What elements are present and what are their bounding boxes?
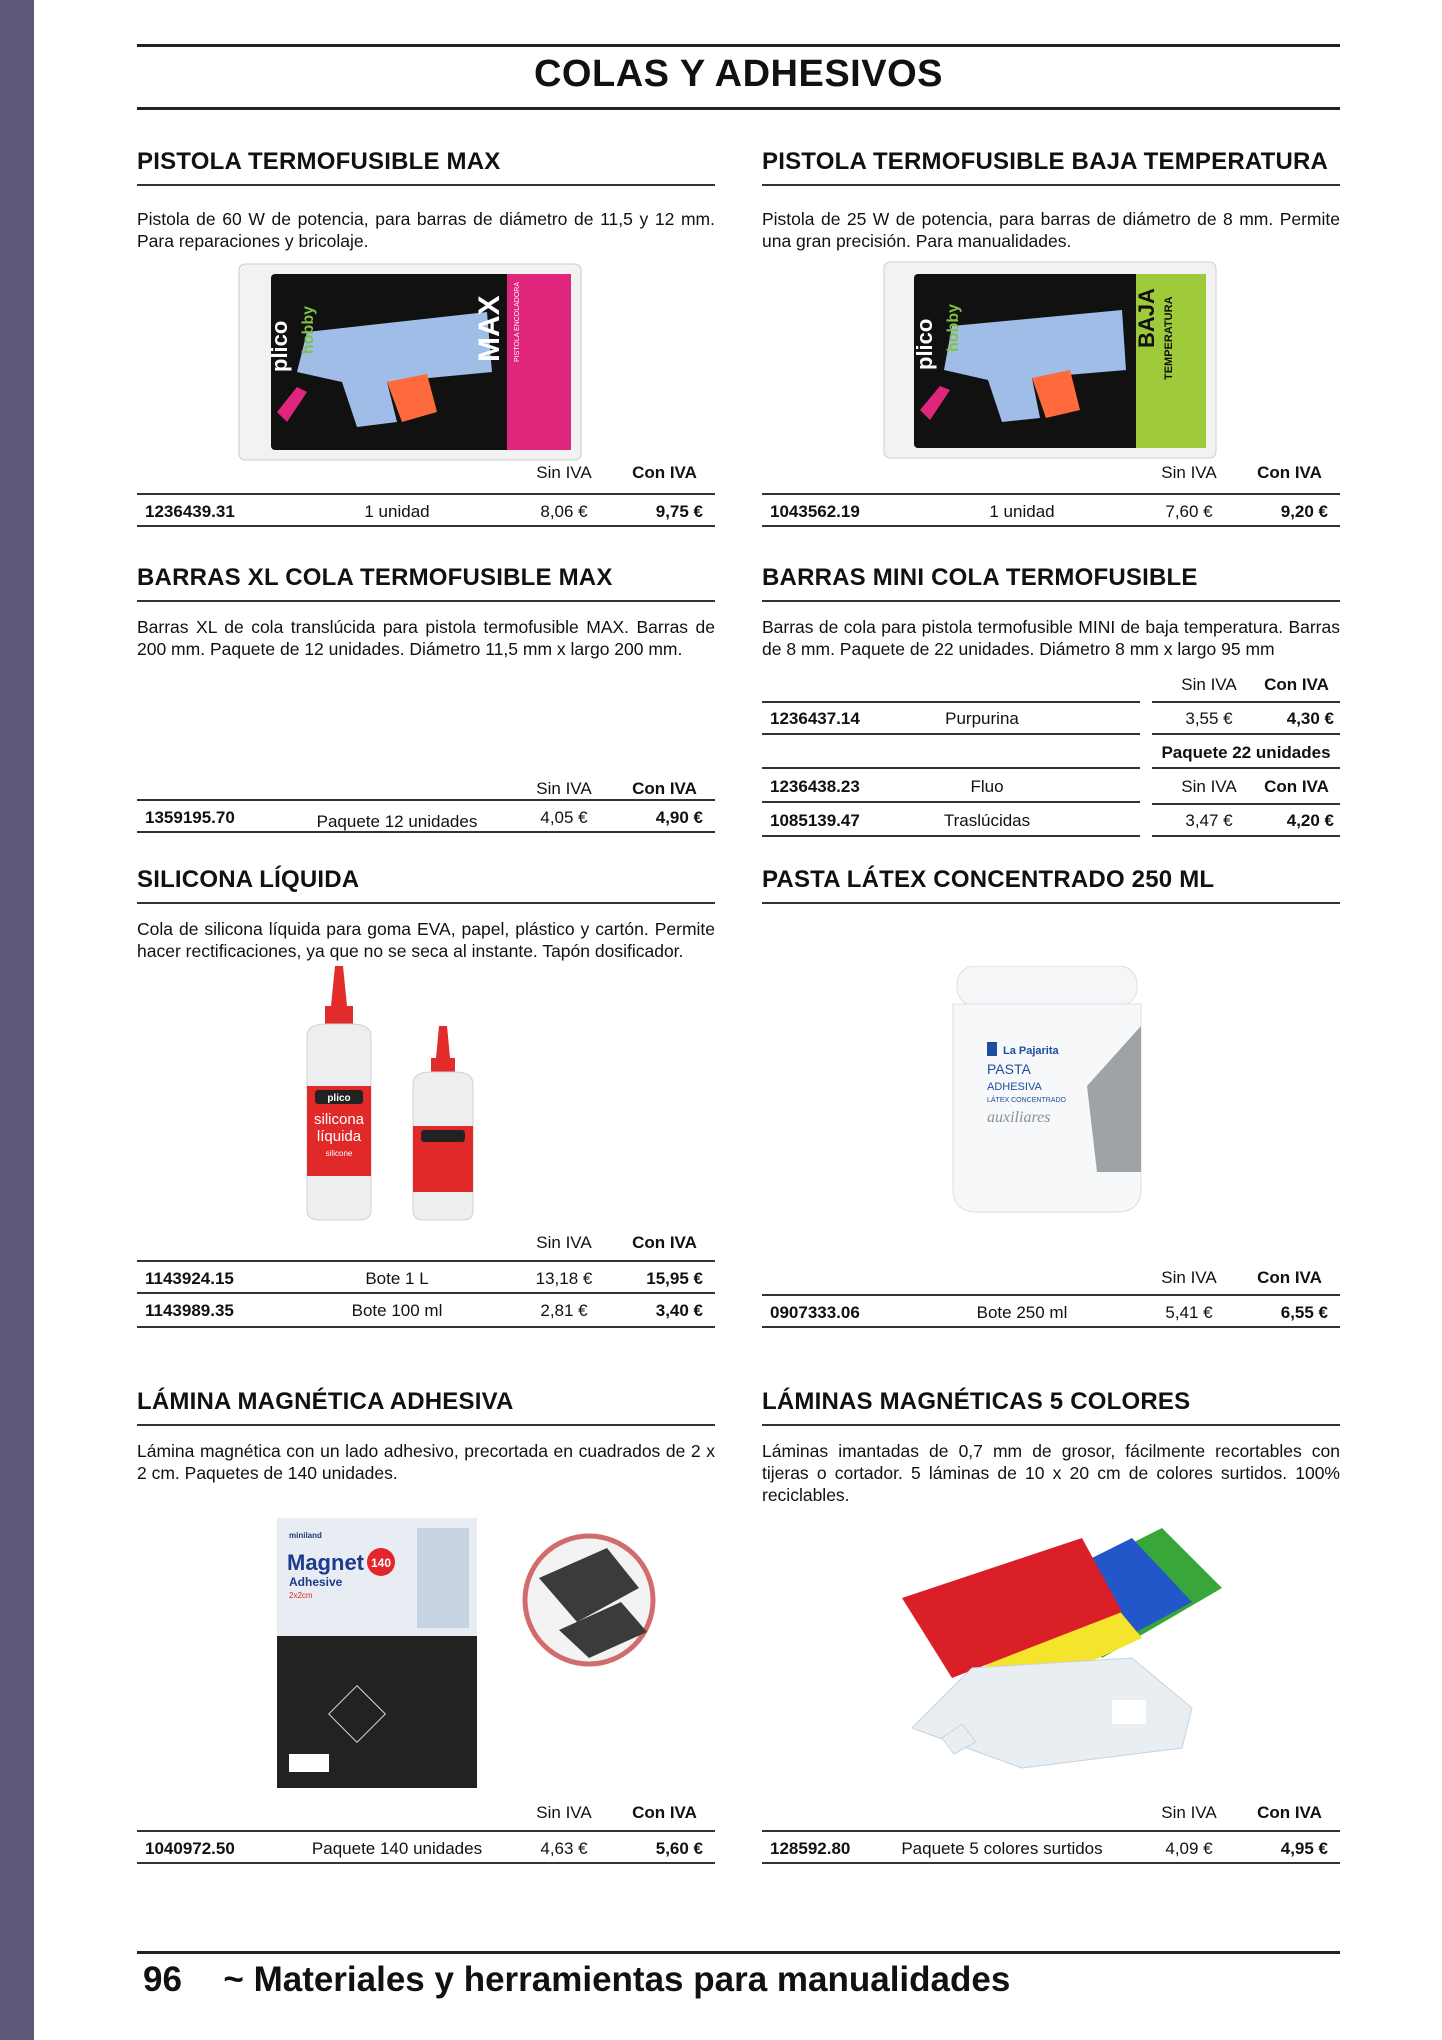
price-header — [137, 1803, 715, 1829]
con-iva-label: Con IVA — [632, 779, 697, 798]
pack-name: BAJA — [1134, 288, 1159, 348]
page-number: 96 — [143, 1960, 182, 1999]
product-title: LÁMINAS MAGNÉTICAS 5 COLORES — [762, 1388, 1340, 1426]
page-header — [137, 44, 1340, 110]
con-iva-label: Con IVA — [1264, 675, 1329, 694]
row-description: Bote 100 ml — [351, 1301, 443, 1320]
glue-gun-max-image — [237, 262, 583, 467]
jar-brand: La Pajarita — [1003, 1045, 1059, 1057]
latex-jar-image — [947, 966, 1147, 1221]
sin-iva-label: Sin IVA — [1161, 1803, 1217, 1822]
price-con-iva: 3,40 € — [655, 1301, 703, 1320]
con-iva-label: Con IVA — [1257, 1803, 1322, 1822]
pack-count: 140 — [370, 1556, 392, 1570]
glue-gun-baja-image — [882, 260, 1218, 465]
price-header — [137, 1233, 715, 1259]
row-description: Purpurina — [945, 709, 1019, 728]
product-description: Pistola de 25 W de potencia, para barras de diámetro de 8 mm. Permite una gran precisión. Para manualidades. — [762, 209, 1340, 251]
product-description: Pistola de 60 W de potencia, para barras de diámetro de 11,5 y 12 mm. Para reparaciones y bricolaje. — [137, 209, 715, 251]
price-con-iva: 4,95 € — [1280, 1839, 1328, 1858]
pack-brand: plico — [267, 320, 292, 372]
price-sin-iva: 3,47 € — [1185, 811, 1233, 830]
product-code: 1143989.35 — [145, 1301, 234, 1320]
section-name: ~ Materiales y herramientas para manualidades — [223, 1960, 1011, 1999]
price-row — [137, 1830, 715, 1864]
con-iva-label: Con IVA — [632, 1803, 697, 1822]
pack-size: 2x2cm — [289, 1591, 313, 1600]
price-sin-iva: 3,55 € — [1185, 709, 1233, 728]
product-code: 1236437.14 — [770, 709, 860, 728]
pack-label: Paquete 22 unidades — [1161, 743, 1331, 762]
con-iva-label: Con IVA — [632, 1233, 697, 1252]
price-header — [762, 463, 1340, 489]
sin-iva-label: Sin IVA — [1181, 675, 1237, 694]
table-row-left — [762, 735, 1140, 769]
product-code: 0907333.06 — [770, 1303, 860, 1322]
product-code: 1359195.70 — [145, 808, 235, 827]
con-iva-label: Con IVA — [1257, 1268, 1322, 1287]
product-title: PISTOLA TERMOFUSIBLE BAJA TEMPERATURA — [762, 148, 1340, 186]
pack-small: PISTOLA ENCOLADORA — [514, 281, 521, 362]
price-sin-iva: 4,09 € — [1165, 1839, 1213, 1858]
product-code: 1143924.15 — [145, 1269, 234, 1288]
price-sin-iva: 7,60 € — [1165, 502, 1213, 521]
con-iva-label: Con IVA — [632, 463, 697, 482]
color-magnet-sheets-image — [892, 1528, 1222, 1783]
product-lamina-magnetica — [137, 1388, 715, 1788]
product-title: BARRAS XL COLA TERMOFUSIBLE MAX — [137, 564, 715, 602]
jar-line-2: ADHESIVA — [987, 1081, 1042, 1093]
price-row — [137, 1294, 715, 1328]
row-description: 1 unidad — [364, 502, 430, 521]
label-line-1: silicona — [313, 1111, 365, 1128]
product-laminas-colores — [762, 1388, 1340, 1788]
price-header — [137, 463, 715, 489]
magnet-pack-image — [277, 1518, 657, 1799]
price-sin-iva: 2,81 € — [540, 1301, 588, 1320]
sin-iva-label: Sin IVA — [1161, 1268, 1217, 1287]
jar-line-1: PASTA — [987, 1061, 1031, 1077]
silicone-bottles-image — [287, 966, 527, 1231]
label-line-3: silicone — [325, 1149, 353, 1158]
jar-line-3: LÁTEX CONCENTRADO — [987, 1097, 1066, 1104]
product-code: 1040972.50 — [145, 1839, 235, 1858]
barras-mini-price-table — [762, 672, 1340, 842]
product-description: Barras de cola para pistola termofusible MINI de baja temperatura. Barras de 8 mm. Paquete de 22 unidades. Diámetro 8 mm x largo 95 mm — [762, 617, 1340, 659]
price-row — [137, 799, 715, 833]
price-con-iva: 4,20 € — [1286, 811, 1334, 830]
sin-iva-label: Sin IVA — [536, 779, 592, 798]
price-sin-iva: 13,18 € — [535, 1269, 593, 1288]
price-con-iva: 9,75 € — [655, 502, 703, 521]
price-sin-iva: 4,05 € — [540, 808, 588, 827]
product-title: BARRAS MINI COLA TERMOFUSIBLE — [762, 564, 1340, 602]
pack-brand: plico — [912, 318, 937, 370]
product-code: 1043562.19 — [770, 502, 860, 521]
pack-sub: hobby — [945, 304, 962, 352]
label-line-2: líquida — [316, 1128, 362, 1145]
product-description: Cola de silicona líquida para goma EVA, papel, plástico y cartón. Permite hacer rectificaciones, ya que no se seca al instante. Tapón dosificador. — [137, 919, 715, 961]
price-row — [762, 493, 1340, 527]
row-description: Paquete 5 colores surtidos — [901, 1839, 1103, 1858]
pack-name-2: TEMPERATURA — [1163, 296, 1175, 380]
pack-brand: miniland — [289, 1531, 322, 1540]
con-iva-label: Con IVA — [1264, 777, 1329, 796]
price-sin-iva: 5,41 € — [1165, 1303, 1213, 1322]
price-con-iva: 15,95 € — [646, 1269, 703, 1288]
product-description: Barras XL de cola translúcida para pistola termofusible MAX. Barras de 200 mm. Paquete de 12 unidades. Diámetro 11,5 mm x largo 200 mm. — [137, 617, 715, 659]
pack-sub: hobby — [300, 306, 317, 354]
price-row — [762, 1830, 1340, 1864]
product-title: SILICONA LÍQUIDA — [137, 866, 715, 904]
product-code: 1236439.31 — [145, 502, 235, 521]
pack-name: Magnet — [287, 1550, 364, 1575]
product-description: Láminas imantadas de 0,7 mm de grosor, fácilmente recortables con tijeras o cortador. 5 láminas de 10 x 20 cm de colores surtidos. 100% reciclables. — [762, 1441, 1340, 1505]
pack-sub: Adhesive — [289, 1575, 343, 1589]
product-description: Lámina magnética con un lado adhesivo, precortada en cuadrados de 2 x 2 cm. Paquetes de 140 unidades. — [137, 1441, 715, 1483]
row-description: Bote 250 ml — [976, 1303, 1068, 1322]
price-row — [137, 493, 715, 527]
row-description: Traslúcidas — [943, 811, 1031, 830]
sin-iva-label: Sin IVA — [536, 463, 592, 482]
row-description: Paquete 140 unidades — [311, 1839, 483, 1858]
row-description: 1 unidad — [989, 502, 1055, 521]
price-con-iva: 4,30 € — [1286, 709, 1334, 728]
product-title: PASTA LÁTEX CONCENTRADO 250 ML — [762, 866, 1340, 904]
jar-line-4: auxiliares — [987, 1109, 1051, 1126]
product-title: LÁMINA MAGNÉTICA ADHESIVA — [137, 1388, 715, 1426]
row-description: Fluo — [970, 777, 1004, 796]
page-footer — [143, 1960, 1010, 2000]
price-con-iva: 6,55 € — [1280, 1303, 1328, 1322]
con-iva-label: Con IVA — [1257, 463, 1322, 482]
product-barras-mini — [762, 564, 1340, 684]
price-sin-iva: 8,06 € — [540, 502, 588, 521]
table-row-right — [1152, 735, 1340, 769]
product-silicona — [137, 866, 715, 1236]
price-con-iva: 4,90 € — [655, 808, 703, 827]
footer-divider — [137, 1951, 1340, 1954]
product-title: PISTOLA TERMOFUSIBLE MAX — [137, 148, 715, 186]
pack-name: MAX — [473, 295, 506, 362]
price-con-iva: 9,20 € — [1280, 502, 1328, 521]
price-row — [762, 1294, 1340, 1328]
sin-iva-label: Sin IVA — [1161, 463, 1217, 482]
row-description: Paquete 12 unidades — [316, 812, 478, 831]
product-code: 128592.80 — [770, 1839, 851, 1858]
price-header — [762, 1268, 1340, 1294]
sin-iva-label: Sin IVA — [1181, 777, 1237, 796]
price-sin-iva: 4,63 € — [540, 1839, 588, 1858]
side-color-bar — [0, 0, 34, 2040]
product-code: 1085139.47 — [770, 811, 860, 830]
sin-iva-label: Sin IVA — [536, 1803, 592, 1822]
product-pasta-latex — [762, 866, 1340, 1236]
page-title: COLAS Y ADHESIVOS — [533, 53, 943, 95]
label-brand: plico — [327, 1093, 351, 1104]
sin-iva-label: Sin IVA — [536, 1233, 592, 1252]
row-description: Bote 1 L — [365, 1269, 429, 1288]
price-con-iva: 5,60 € — [655, 1839, 703, 1858]
price-header — [762, 1803, 1340, 1829]
product-barras-xl — [137, 564, 715, 684]
product-code: 1236438.23 — [770, 777, 860, 796]
price-row — [137, 1260, 715, 1294]
